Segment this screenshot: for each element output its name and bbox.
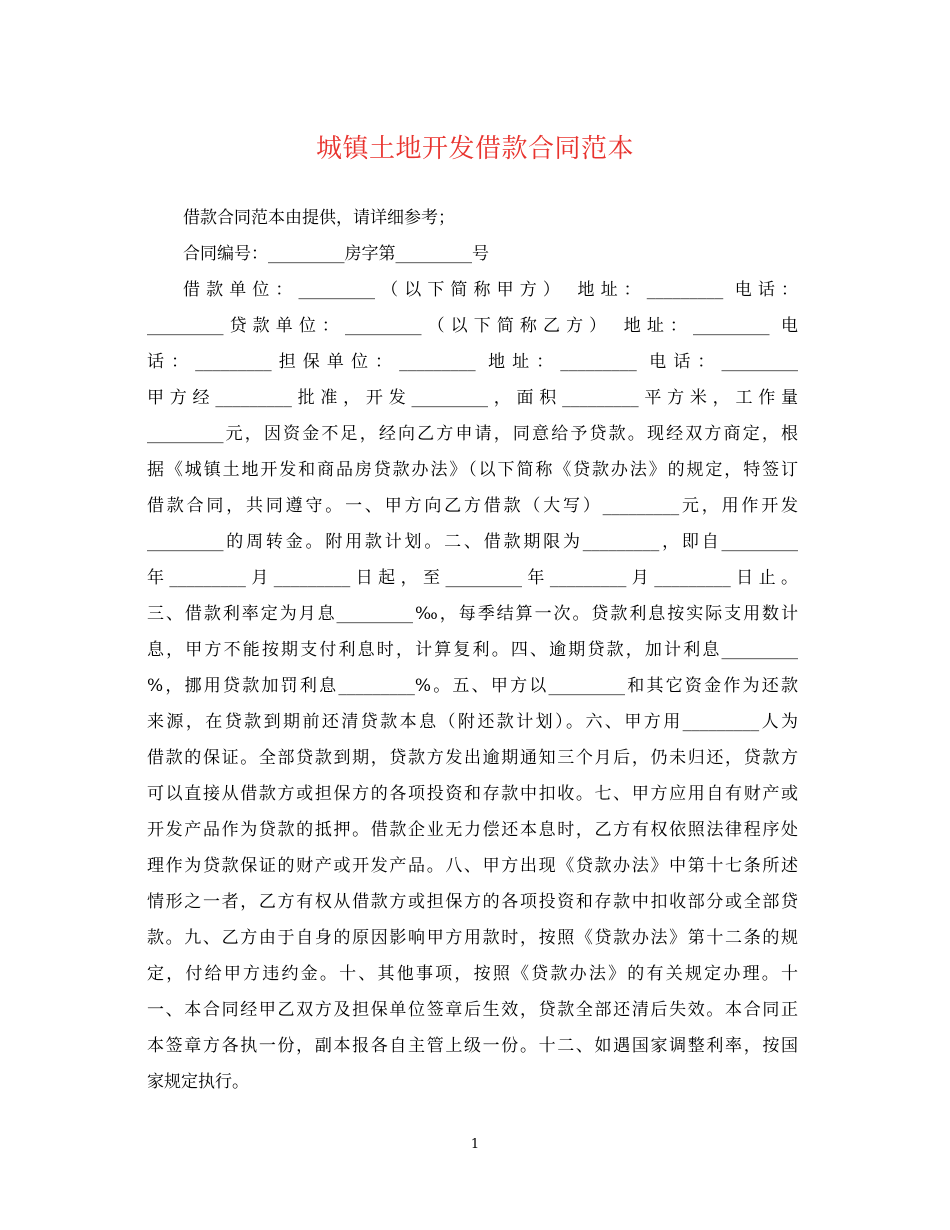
document-title: 城镇土地开发借款合同范本 (315, 134, 634, 164)
body-line: 来源，在贷款到期前还清贷款本息（附还款计划）。六、甲方用_________人为 (147, 712, 798, 732)
body-line: 息，甲方不能按期支付利息时，计算复利。四、逾期贷款，加计利息_________ (147, 640, 798, 660)
page-number: 1 (470, 1137, 480, 1152)
contract-number-line: 合同编号：_________房字第_________号 (183, 244, 489, 264)
body-line: 甲方经_________批准，开发_________，面积_________平方米，工作量 (147, 388, 798, 408)
body-line: 开发产品作为贷款的抵押。借款企业无力偿还本息时，乙方有权依照法律程序处 (147, 820, 798, 840)
body-line: 款。九、乙方由于自身的原因影响甲方用款时，按照《贷款办法》第十二条的规 (147, 928, 798, 948)
body-line: 借款的保证。全部贷款到期，贷款方发出逾期通知三个月后，仍未归还，贷款方 (147, 748, 798, 768)
intro-line: 借款合同范本由提供，请详细参考； (183, 208, 455, 228)
body-line: _________的周转金。附用款计划。二、借款期限为_________，即自_________ (147, 532, 798, 552)
body-line: _________元，因资金不足，经向乙方申请，同意给予贷款。现经双方商定，根 (147, 424, 798, 444)
body-line: 理作为贷款保证的财产或开发产品。八、甲方出现《贷款办法》中第十七条所述 (147, 856, 798, 876)
borrower-line: 借款单位：_________（以下简称甲方） 地址：_________ 电话： (183, 280, 798, 300)
body-line: 定，付给甲方违约金。十、其他事项，按照《贷款办法》的有关规定办理。十 (147, 964, 798, 984)
guarantor-line: 话：_________担保单位：_________ 地址：_________ 电话：_________ (147, 352, 798, 372)
body-line: %，挪用贷款加罚利息_________%。五、甲方以_________和其它资金作为还款 (147, 676, 798, 696)
lender-line: _________贷款单位：_________（以下简称乙方） 地址：_________ 电 (147, 316, 798, 336)
body-line: 可以直接从借款方或担保方的各项投资和存款中扣收。七、甲方应用自有财产或 (147, 784, 798, 804)
body-line: 本签章方各执一份，副本报各自主管上级一份。十二、如遇国家调整利率，按国 (147, 1036, 798, 1056)
body-line: 据《城镇土地开发和商品房贷款办法》（以下简称《贷款办法》的规定，特签订 (147, 460, 798, 480)
body-line: 借款合同，共同遵守。一、甲方向乙方借款（大写）_________元，用作开发 (147, 496, 798, 516)
body-last-line: 家规定执行。 (147, 1072, 249, 1092)
body-line: 一、本合同经甲乙双方及担保单位签章后生效，贷款全部还清后失效。本合同正 (147, 1000, 798, 1020)
body-line: 年_________月_________日起，至_________年_________月_________日止。 (147, 568, 798, 588)
body-line: 三、借款利率定为月息_________‰，每季结算一次。贷款利息按实际支用数计 (147, 604, 798, 624)
body-line: 情形之一者，乙方有权从借款方或担保方的各项投资和存款中扣收部分或全部贷 (147, 892, 798, 912)
document-body (147, 200, 798, 1100)
